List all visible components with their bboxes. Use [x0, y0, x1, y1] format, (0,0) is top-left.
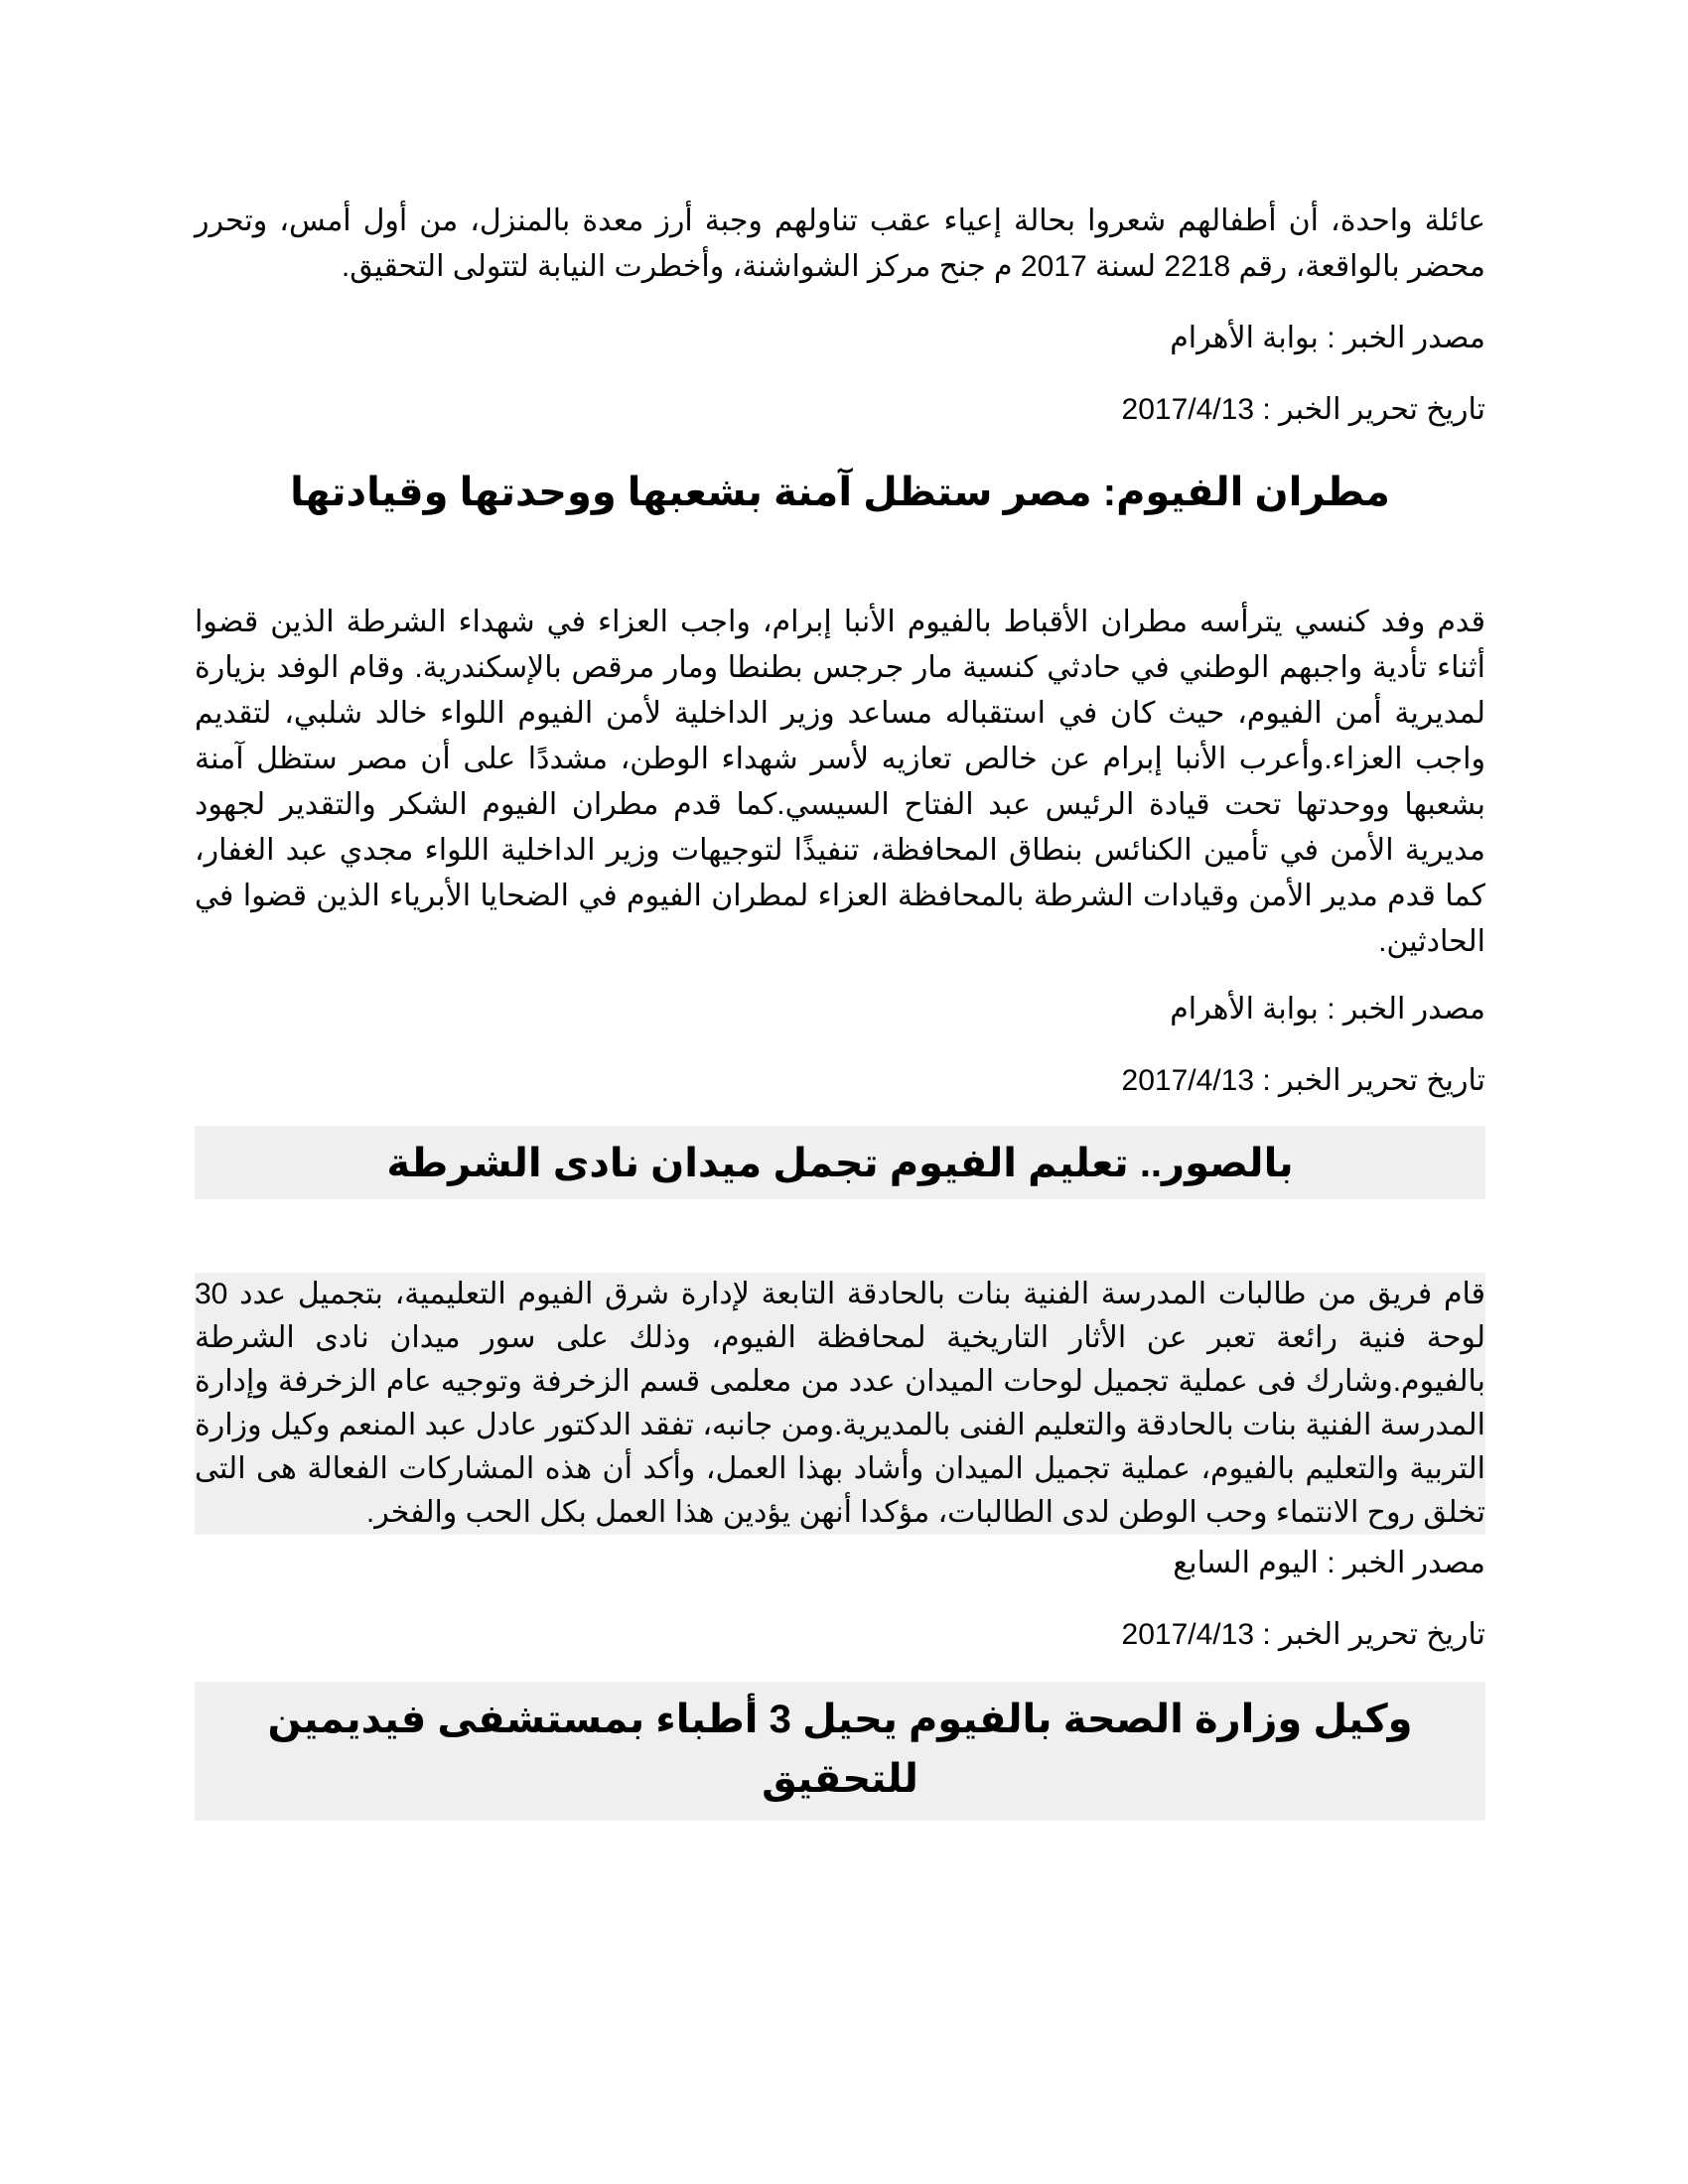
article — [195, 1126, 1485, 1658]
headline-block — [195, 1682, 1485, 1821]
article-headline: مطران الفيوم: مصر ستظل آمنة بشعبها ووحدتها وقيادتها — [290, 471, 1390, 514]
article-body: قدم وفد كنسي يترأسه مطران الأقباط بالفيوم الأنبا إبرام، واجب العزاء في شهداء الشرطة الذين قضوا أثناء تأدية واجبهم الوطني في حادثي كنسية مار جرجس بطنطا ومار مرقص بالإسكندرية. وقام الوفد بزيارة لمديرية أمن الفيوم، حيث كان في استقباله مساعد وزير الداخلية لأمن الفيوم اللواء خالد شلبي، لتقديم واجب العزاء.وأعرب الأنبا إبرام عن خالص تعازيه لأسر شهداء الوطن، مشددًا على أن مصر ستظل آمنة بشعبها ووحدتها تحت قيادة الرئيس عبد الفتاح السيسي.كما قدم مطران الفيوم الشكر والتقدير لجهود مديرية الأمن في تأمين الكنائس بنطاق المحافظة، تنفيذًا لتوجيهات وزير الداخلية اللواء مجدي عبد الغفار، كما قدم مدير الأمن وقيادات الشرطة بالمحافظة العزاء لمطران الفيوم في الضحايا الأبرياء الذين قضوا في الحادثين. — [195, 606, 1485, 958]
news-date: تاريخ تحرير الخبر : 2017/4/13 — [1121, 1618, 1485, 1651]
news-source: مصدر الخبر : اليوم السابع — [1173, 1547, 1485, 1579]
page-content — [195, 189, 1485, 1821]
article — [195, 463, 1485, 1104]
news-date: تاريخ تحرير الخبر : 2017/4/13 — [1121, 1064, 1485, 1097]
news-source: مصدر الخبر : بوابة الأهرام — [1170, 993, 1485, 1025]
article-headline: بالصور.. تعليم الفيوم تجمل ميدان نادى الشرطة — [195, 1126, 1485, 1199]
news-date: تاريخ تحرير الخبر : 2017/4/13 — [1121, 393, 1485, 426]
article-continued — [195, 199, 1485, 433]
article-body: قام فريق من طالبات المدرسة الفنية بنات بالحادقة التابعة لإدارة شرق الفيوم التعليمية، بتجميل عدد 30 لوحة فنية رائعة تعبر عن الأثار التاريخية لمحافظة الفيوم، وذلك على سور ميدان نادى الشرطة بالفيوم.وشارك فى عملية تجميل لوحات الميدان عدد من معلمى قسم الزخرفة وتوجيه عام الزخرفة وإدارة المدرسة الفنية بنات بالحادقة والتعليم الفنى بالمديرية.ومن جانبه، تفقد الدكتور عادل عبد المنعم وكيل وزارة التربية والتعليم بالفيوم، عملية تجميل الميدان وأشاد بهذا العمل، وأكد أن هذه المشاركات الفعالة هى التى تخلق روح الانتماء وحب الوطن لدى الطالبات، مؤكدا أنهن يؤدين هذا العمل بكل الحب والفخر. — [195, 1273, 1485, 1535]
news-source: مصدر الخبر : بوابة الأهرام — [1170, 322, 1485, 354]
article-headline: وكيل وزارة الصحة بالفيوم يحيل 3 أطباء بمستشفى فيديمين للتحقيق — [267, 1698, 1413, 1801]
article — [195, 1682, 1485, 1821]
article-body: عائلة واحدة، أن أطفالهم شعروا بحالة إعياء عقب تناولهم وجبة أرز معدة بالمنزل، من أول أمس، وتحرر محضر بالواقعة، رقم 2218 لسنة 2017 م جنح مركز الشواشنة، وأخطرت النيابة لتتولى التحقيق. — [195, 205, 1485, 283]
